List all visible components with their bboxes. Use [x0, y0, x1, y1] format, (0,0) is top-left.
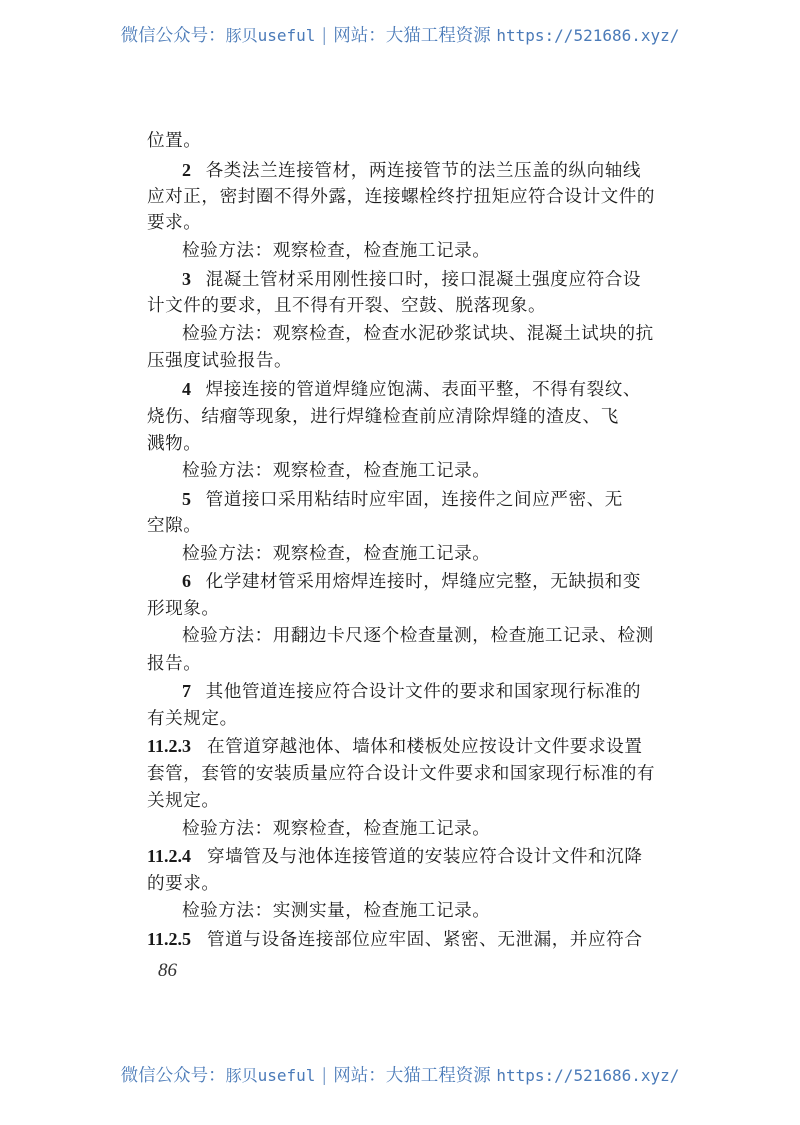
text-line: 报告。	[147, 654, 202, 674]
text-line: 溅物。	[147, 434, 202, 454]
watermark-wechat-label: 微信公众号：	[120, 1066, 226, 1086]
list-item-7: 7 其他管道连接应符合设计文件的要求和国家现行标准的	[182, 678, 641, 705]
watermark-separator: |	[321, 1066, 328, 1086]
list-item-4: 4 焊接连接的管道焊缝应饱满、表面平整，不得有裂纹、	[182, 376, 641, 403]
item-number: 2	[182, 160, 192, 180]
item-number: 4	[182, 379, 192, 399]
text-line: 套管，套管的安装质量应符合设计文件要求和国家现行标准的有	[147, 764, 656, 784]
watermark-brand: 豚贝useful	[225, 26, 316, 45]
inspection-method: 检验方法：观察检查，检查施工记录。	[182, 819, 491, 839]
clause-number: 11.2.5	[147, 929, 192, 949]
inspection-method: 检验方法：观察检查，检查施工记录。	[182, 544, 491, 564]
watermark-brand: 豚贝useful	[225, 1066, 316, 1085]
inspection-method: 检验方法：观察检查，检查施工记录。	[182, 241, 491, 261]
footer-watermark	[0, 1062, 800, 1087]
text-line: 要求。	[147, 213, 202, 233]
watermark-url-link[interactable]: https://521686.xyz/	[496, 1066, 680, 1085]
inspection-method: 检验方法：实测实量，检查施工记录。	[182, 901, 491, 921]
list-item-3: 3 混凝土管材采用刚性接口时，接口混凝土强度应符合设	[182, 266, 641, 293]
text-line: 形现象。	[147, 599, 220, 619]
list-item-6: 6 化学建材管采用熔焊连接时，焊缝应完整，无缺损和变	[182, 568, 641, 595]
page-number: 86	[158, 960, 177, 981]
watermark-site-label: 网站：大猫工程资源	[333, 1066, 491, 1086]
clause-11-2-5: 11.2.5 管道与设备连接部位应牢固、紧密、无泄漏，并应符合	[147, 926, 642, 953]
item-number: 6	[182, 571, 192, 591]
watermark-site-label: 网站：大猫工程资源	[333, 26, 491, 46]
item-number: 7	[182, 681, 192, 701]
watermark-separator: |	[321, 26, 328, 46]
text-line: 位置。	[147, 131, 202, 151]
item-number: 3	[182, 269, 192, 289]
inspection-method: 检验方法：观察检查，检查水泥砂浆试块、混凝土试块的抗	[182, 324, 654, 344]
text-line: 有关规定。	[147, 709, 238, 729]
header-watermark	[0, 22, 800, 47]
text-line: 计文件的要求，且不得有开裂、空鼓、脱落现象。	[147, 296, 547, 316]
inspection-method: 检验方法：用翻边卡尺逐个检查量测，检查施工记录、检测	[182, 626, 654, 646]
watermark-wechat-label: 微信公众号：	[120, 26, 226, 46]
text-line: 压强度试验报告。	[147, 351, 293, 371]
clause-number: 11.2.3	[147, 736, 192, 756]
text-line: 应对正，密封圈不得外露，连接螺栓终拧扭矩应符合设计文件的	[147, 187, 656, 207]
clause-11-2-4: 11.2.4 穿墙管及与池体连接管道的安装应符合设计文件和沉降	[147, 843, 642, 870]
clause-number: 11.2.4	[147, 846, 192, 866]
text-line: 关规定。	[147, 791, 220, 811]
text-line: 空隙。	[147, 516, 202, 536]
clause-11-2-3: 11.2.3 在管道穿越池体、墙体和楼板处应按设计文件要求设置	[147, 733, 642, 760]
text-line: 烧伤、结瘤等现象，进行焊缝检查前应清除焊缝的渣皮、飞	[147, 407, 619, 427]
item-number: 5	[182, 489, 192, 509]
text-line: 的要求。	[147, 874, 220, 894]
list-item-2: 2 各类法兰连接管材，两连接管节的法兰压盖的纵向轴线	[182, 157, 641, 184]
inspection-method: 检验方法：观察检查，检查施工记录。	[182, 461, 491, 481]
list-item-5: 5 管道接口采用粘结时应牢固，连接件之间应严密、无	[182, 486, 623, 513]
watermark-url-link[interactable]: https://521686.xyz/	[496, 26, 680, 45]
